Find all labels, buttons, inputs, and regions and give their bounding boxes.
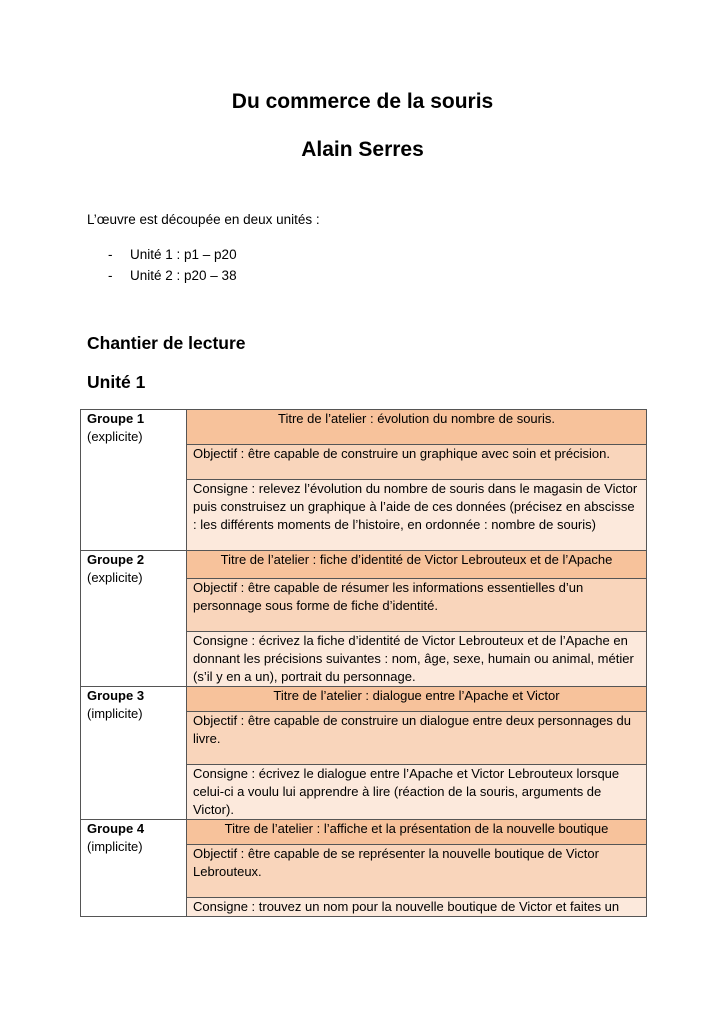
consigne-cell: Consigne : écrivez le dialogue entre l’Apache et Victor Lebrouteux lorsque celui-ci a voulu lui apprendre à lire (réaction de la souris, arguments de Victor). (187, 765, 647, 820)
document-title: Du commerce de la souris (231, 90, 494, 113)
objectif-cell: Objectif : être capable de se représenter la nouvelle boutique de Victor Lebrouteux. (187, 845, 647, 898)
group-type: (implicite) (87, 706, 143, 721)
table-row (81, 820, 647, 845)
section-heading-chantier: Chantier de lecture (87, 333, 246, 353)
group-cell (81, 551, 187, 687)
unit-1-range: Unité 1 : p1 – p20 (130, 247, 237, 262)
list-item (108, 244, 237, 265)
consigne-cell: Consigne : trouvez un nom pour la nouvelle boutique de Victor et faites un (187, 898, 647, 917)
group-name: Groupe 3 (87, 688, 145, 703)
atelier-title-cell: Titre de l’atelier : fiche d’identité de Victor Lebrouteux et de l’Apache (187, 551, 647, 579)
group-type: (implicite) (87, 839, 143, 854)
group-name: Groupe 4 (87, 821, 145, 836)
unit-2-range: Unité 2 : p20 – 38 (130, 268, 237, 283)
unit-list (108, 244, 237, 286)
group-type: (explicite) (87, 570, 143, 585)
section-heading-unite: Unité 1 (87, 372, 146, 392)
table-row (81, 687, 647, 712)
table-row (81, 410, 647, 445)
list-item (108, 265, 237, 286)
atelier-table (80, 409, 647, 917)
intro-text: L’œuvre est découpée en deux unités : (87, 212, 320, 227)
consigne-cell: Consigne : relevez l’évolution du nombre de souris dans le magasin de Victor puis construisez un graphique à l’aide de ces données (précisez en abscisse : les différents moments de l’histoire, en ordonnée : nombre de souris) (187, 480, 647, 551)
group-name: Groupe 2 (87, 552, 145, 567)
group-name: Groupe 1 (87, 411, 145, 426)
bullet-dash: - (108, 268, 113, 283)
group-cell (81, 410, 187, 551)
group-cell (81, 820, 187, 917)
document-author: Alain Serres (301, 138, 424, 161)
atelier-title-cell: Titre de l’atelier : l’affiche et la présentation de la nouvelle boutique (187, 820, 647, 845)
group-type: (explicite) (87, 429, 143, 444)
objectif-cell: Objectif : être capable de construire un graphique avec soin et précision. (187, 445, 647, 480)
consigne-cell: Consigne : écrivez la fiche d’identité de Victor Lebrouteux et de l’Apache en donnant les précisions suivantes : nom, âge, sexe, humain ou animal, métier (s’il y en a un), portrait du personnage. (187, 632, 647, 687)
bullet-dash: - (108, 247, 113, 262)
atelier-title-cell: Titre de l’atelier : dialogue entre l’Apache et Victor (187, 687, 647, 712)
group-cell (81, 687, 187, 820)
table-row (81, 551, 647, 579)
atelier-title-cell: Titre de l’atelier : évolution du nombre de souris. (187, 410, 647, 445)
objectif-cell: Objectif : être capable de construire un dialogue entre deux personnages du livre. (187, 712, 647, 765)
objectif-cell: Objectif : être capable de résumer les informations essentielles d’un personnage sous forme de fiche d’identité. (187, 579, 647, 632)
